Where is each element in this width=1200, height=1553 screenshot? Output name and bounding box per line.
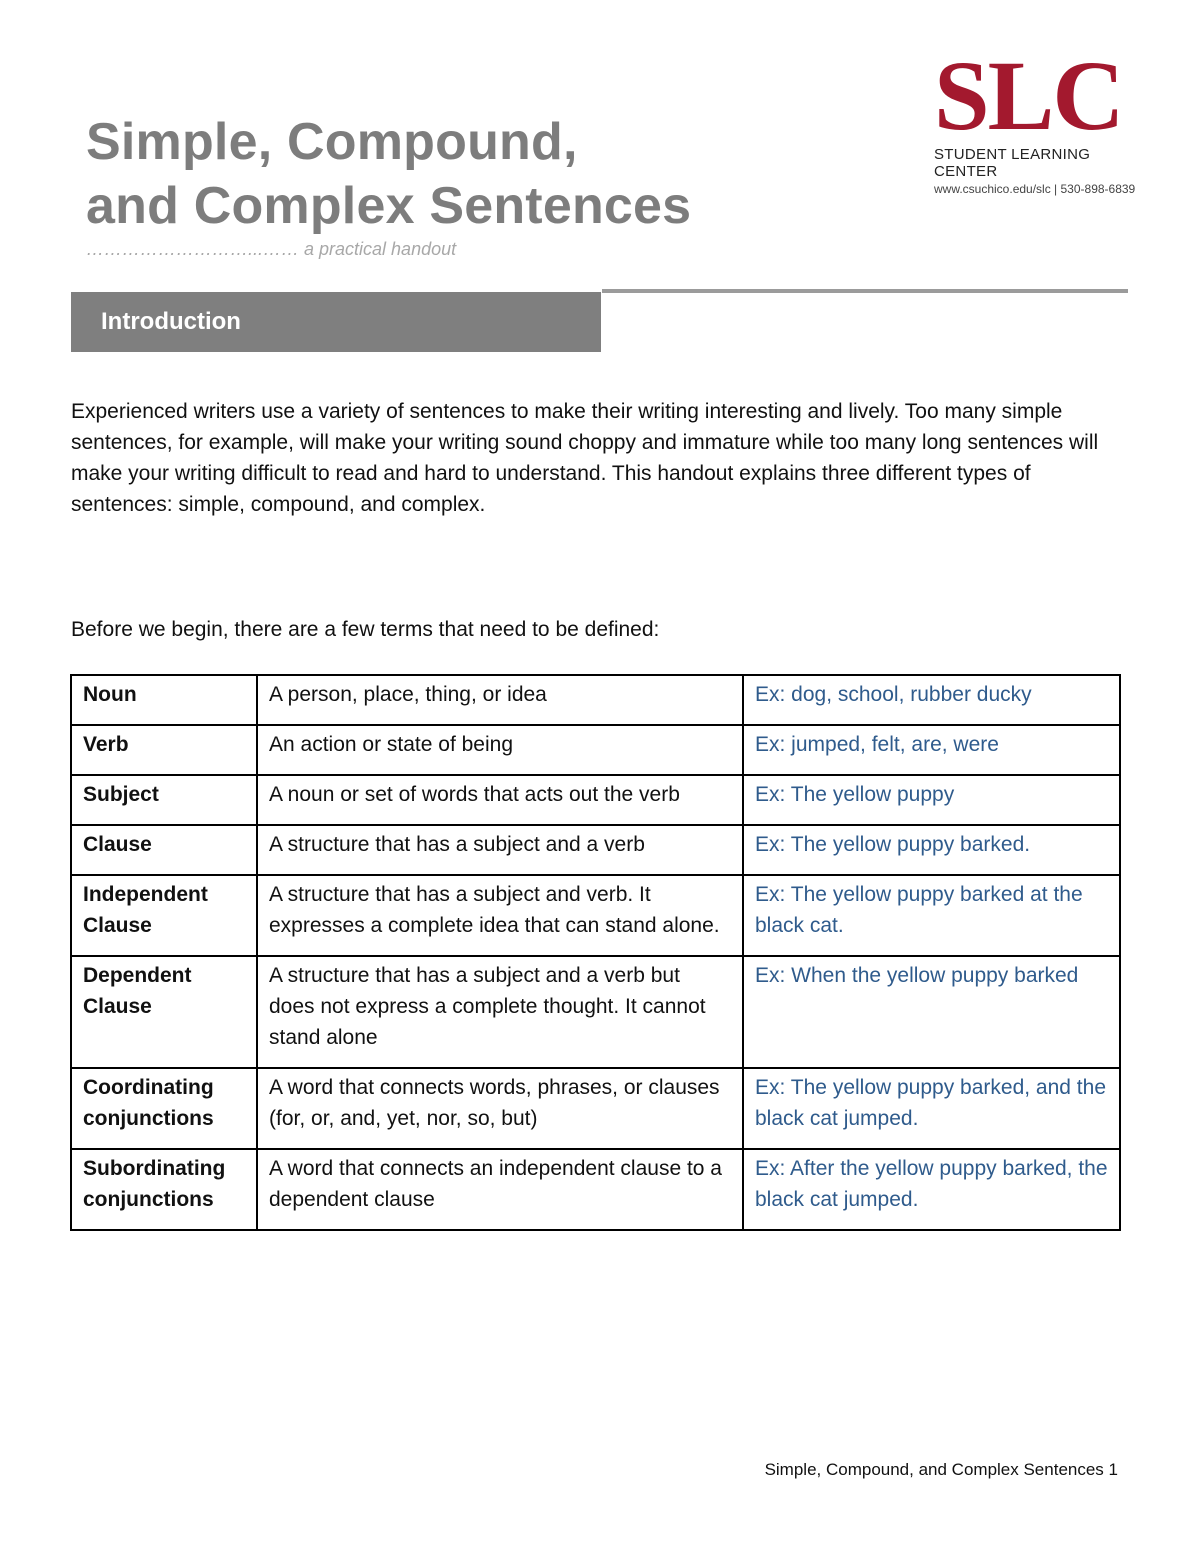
example-cell: Ex: The yellow puppy barked at the black cat. <box>743 875 1120 956</box>
page-footer: Simple, Compound, and Complex Sentences 1 <box>764 1460 1118 1479</box>
table-row <box>71 675 1120 725</box>
section-heading-bar <box>71 292 601 352</box>
definition-cell: A structure that has a subject and a verb but does not express a complete thought. It cannot stand alone <box>257 956 743 1068</box>
definition-cell: A structure that has a subject and a verb <box>257 825 743 875</box>
term-cell: Dependent Clause <box>71 956 257 1068</box>
slc-logo <box>934 40 1154 196</box>
logo-org-name: STUDENT LEARNING CENTER <box>934 146 1091 180</box>
example-cell: Ex: The yellow puppy barked, and the black cat jumped. <box>743 1068 1120 1149</box>
header-rule <box>602 289 1128 293</box>
definition-cell: A word that connects words, phrases, or clauses (for, or, and, yet, nor, so, but) <box>257 1068 743 1149</box>
page-subtitle: ………………………...…… a practical handout <box>86 239 457 259</box>
term-cell: Coordinating conjunctions <box>71 1068 257 1149</box>
section-heading: Introduction <box>101 308 241 335</box>
table-row <box>71 825 1120 875</box>
definition-cell: A word that connects an independent clause to a dependent clause <box>257 1149 743 1230</box>
example-cell: Ex: jumped, felt, are, were <box>743 725 1120 775</box>
table-row <box>71 875 1120 956</box>
example-cell: Ex: The yellow puppy <box>743 775 1120 825</box>
table-row <box>71 1149 1120 1230</box>
table-row <box>71 775 1120 825</box>
term-cell: Independent Clause <box>71 875 257 956</box>
term-cell: Subject <box>71 775 257 825</box>
definition-cell: An action or state of being <box>257 725 743 775</box>
table-row <box>71 956 1120 1068</box>
example-cell: Ex: After the yellow puppy barked, the black cat jumped. <box>743 1149 1120 1230</box>
table-row <box>71 725 1120 775</box>
terms-table-body <box>71 675 1120 1230</box>
logo-mark: SLC <box>934 40 1123 151</box>
example-cell: Ex: The yellow puppy barked. <box>743 825 1120 875</box>
intro-paragraph: Experienced writers use a variety of sentences to make their writing interesting and lively. Too many simple sentences, for example, will make your writing sound choppy and immature while too many long sentences will make your writing difficult to read and hard to understand. This handout explains three different types of sentences: simple, compound, and complex. <box>71 400 1099 516</box>
page-title-line-1: Simple, Compound, <box>86 113 578 171</box>
page-title-line-2: and Complex Sentences <box>86 177 692 235</box>
terms-lead-text: Before we begin, there are a few terms that need to be defined: <box>71 618 660 641</box>
definition-cell: A person, place, thing, or idea <box>257 675 743 725</box>
example-cell: Ex: When the yellow puppy barked <box>743 956 1120 1068</box>
term-cell: Verb <box>71 725 257 775</box>
title-block <box>86 110 691 260</box>
term-cell: Clause <box>71 825 257 875</box>
example-cell: Ex: dog, school, rubber ducky <box>743 675 1120 725</box>
definition-cell: A structure that has a subject and verb. It expresses a complete idea that can stand alone. <box>257 875 743 956</box>
definition-cell: A noun or set of words that acts out the verb <box>257 775 743 825</box>
logo-contact: www.csuchico.edu/slc | 530-898-6839 <box>934 182 1136 196</box>
terms-table <box>70 674 1121 1231</box>
term-cell: Noun <box>71 675 257 725</box>
table-row <box>71 1068 1120 1149</box>
term-cell: Subordinating conjunctions <box>71 1149 257 1230</box>
